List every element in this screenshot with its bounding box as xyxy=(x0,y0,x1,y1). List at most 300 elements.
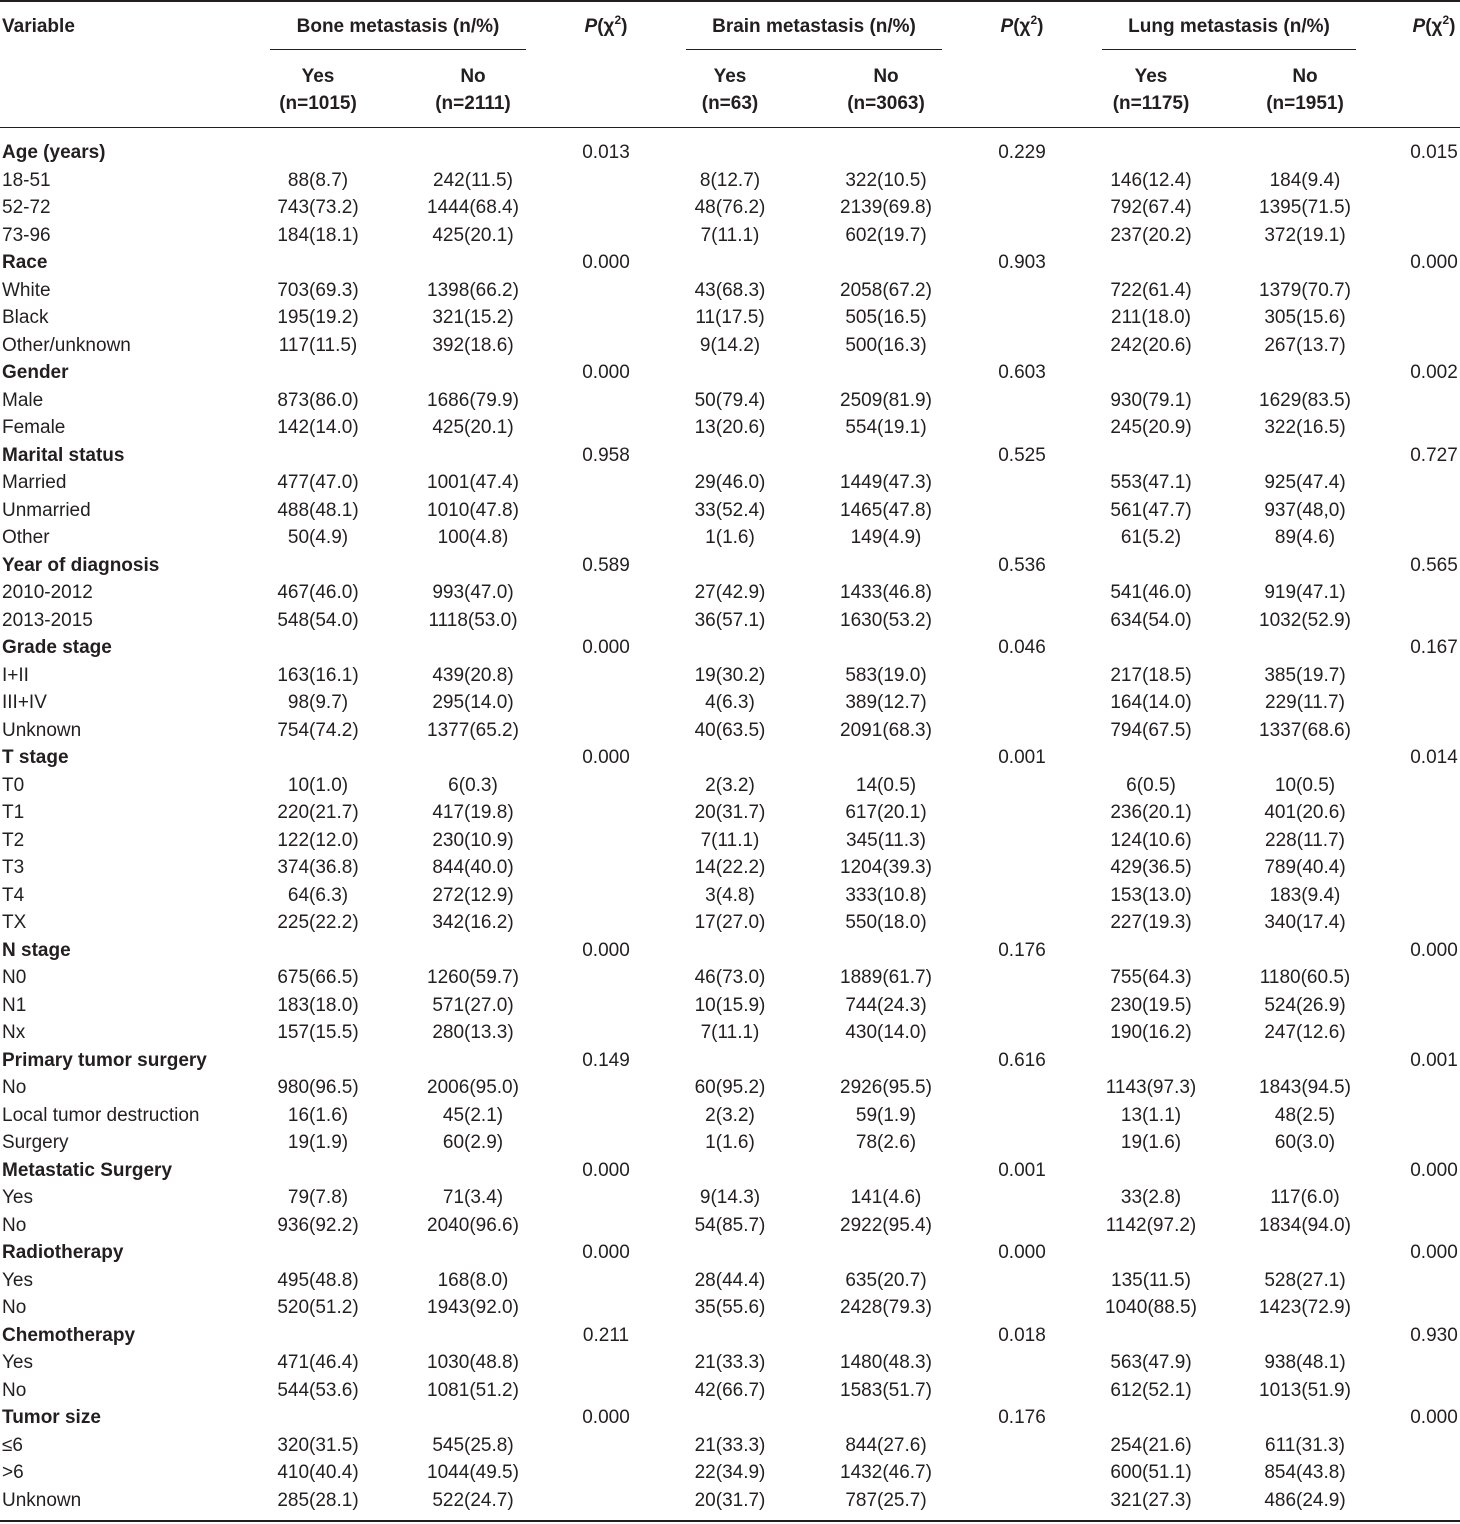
cell-brain-no: 141(4.6) xyxy=(850,1187,922,1208)
cell-lung-no: 1423(72.9) xyxy=(1259,1297,1351,1318)
cell-lung-no: 854(43.8) xyxy=(1264,1462,1346,1483)
cell-brain-no: 787(25.7) xyxy=(845,1490,927,1511)
section-label: Chemotherapy xyxy=(2,1325,136,1346)
cell-bone-yes: 10(1.0) xyxy=(287,775,349,796)
cell-brain-yes: 10(15.9) xyxy=(694,995,766,1016)
cell-lung-yes: 755(64.3) xyxy=(1110,967,1192,988)
header-p-lung: $P(\chi^2)$ xyxy=(1412,13,1456,37)
cell-lung-yes: 124(10.6) xyxy=(1110,830,1192,851)
cell-bone-yes: 754(74.2) xyxy=(277,720,359,741)
cell-bone-no: 1118(53.0) xyxy=(428,610,518,631)
cell-brain-yes: 43(68.3) xyxy=(694,280,766,301)
cell-lung-yes: 561(47.7) xyxy=(1110,500,1192,521)
cell-bone-no: 60(2.9) xyxy=(442,1132,504,1153)
section-label: N stage xyxy=(2,940,71,961)
cell-bone-no: 392(18.6) xyxy=(432,335,514,356)
cell-lung-yes: 1143(97.3) xyxy=(1105,1077,1197,1098)
cell-brain-no: 1583(51.7) xyxy=(840,1380,932,1401)
cell-brain-no: 2428(79.3) xyxy=(840,1297,932,1318)
row-label: Other xyxy=(2,527,50,548)
p-value-bone: 0.000 xyxy=(582,252,630,273)
cell-lung-no: 1379(70.7) xyxy=(1259,280,1351,301)
section-label: Metastatic Surgery xyxy=(2,1160,173,1181)
cell-brain-no: 2139(69.8) xyxy=(840,197,932,218)
row-label: T3 xyxy=(2,857,25,878)
cell-brain-no: 2922(95.4) xyxy=(840,1215,932,1236)
cell-bone-yes: 50(4.9) xyxy=(287,527,349,548)
cell-bone-yes: 873(86.0) xyxy=(277,390,359,411)
cell-lung-no: 1843(94.5) xyxy=(1259,1077,1351,1098)
cell-brain-yes: 17(27.0) xyxy=(694,912,766,933)
cell-lung-no: 1180(60.5) xyxy=(1259,967,1351,988)
row-label: 18-51 xyxy=(2,170,51,191)
cell-lung-yes: 792(67.4) xyxy=(1110,197,1192,218)
cell-bone-no: 1010(47.8) xyxy=(427,500,519,521)
cell-brain-no: 844(27.6) xyxy=(845,1435,927,1456)
cell-lung-yes: 634(54.0) xyxy=(1110,610,1192,631)
subheader-brain-yes-n: (n=63) xyxy=(701,93,759,114)
section-label: Grade stage xyxy=(2,637,112,658)
p-value-bone: 0.000 xyxy=(582,1407,630,1428)
cell-lung-no: 1032(52.9) xyxy=(1259,610,1351,631)
p-value-brain: 0.229 xyxy=(998,142,1046,163)
cell-bone-yes: 410(40.4) xyxy=(277,1462,359,1483)
cell-brain-no: 635(20.7) xyxy=(845,1270,927,1291)
row-label: Married xyxy=(2,472,67,493)
cell-lung-no: 267(13.7) xyxy=(1264,335,1346,356)
cell-lung-no: 10(0.5) xyxy=(1274,775,1336,796)
cell-bone-no: 439(20.8) xyxy=(432,665,514,686)
cell-brain-yes: 22(34.9) xyxy=(694,1462,766,1483)
cell-lung-no: 183(9.4) xyxy=(1269,885,1341,906)
cell-brain-yes: 7(11.1) xyxy=(700,830,760,851)
cell-brain-no: 1433(46.8) xyxy=(840,582,932,603)
p-value-lung: 0.000 xyxy=(1410,940,1458,961)
row-label: TX xyxy=(2,912,27,933)
cell-bone-no: 168(8.0) xyxy=(437,1270,509,1291)
cell-bone-no: 1030(48.8) xyxy=(427,1352,519,1373)
p-value-brain: 0.046 xyxy=(998,637,1046,658)
row-label: White xyxy=(2,280,51,301)
cell-brain-no: 345(11.3) xyxy=(846,830,926,851)
cell-bone-no: 425(20.1) xyxy=(432,417,514,438)
p-value-lung: 0.727 xyxy=(1410,445,1458,466)
section-label: Year of diagnosis xyxy=(2,555,160,576)
cell-lung-yes: 237(20.2) xyxy=(1110,225,1192,246)
row-label: Yes xyxy=(2,1270,33,1291)
cell-brain-no: 149(4.9) xyxy=(850,527,922,548)
cell-brain-yes: 14(22.2) xyxy=(694,857,766,878)
cell-bone-yes: 743(73.2) xyxy=(277,197,359,218)
row-label: ≤6 xyxy=(2,1435,23,1456)
cell-bone-yes: 936(92.2) xyxy=(277,1215,359,1236)
cell-lung-yes: 230(19.5) xyxy=(1110,995,1192,1016)
row-label: Unknown xyxy=(2,1490,82,1511)
row-label: 52-72 xyxy=(2,197,51,218)
cell-lung-no: 48(2.5) xyxy=(1274,1105,1336,1126)
p-value-lung: 0.014 xyxy=(1410,747,1458,768)
cell-brain-no: 554(19.1) xyxy=(845,417,927,438)
group-rule-brain xyxy=(686,49,942,50)
p-value-bone: 0.000 xyxy=(582,1160,630,1181)
cell-bone-yes: 64(6.3) xyxy=(287,885,349,906)
cell-lung-yes: 242(20.6) xyxy=(1110,335,1192,356)
cell-bone-yes: 520(51.2) xyxy=(277,1297,359,1318)
cell-lung-yes: 600(51.1) xyxy=(1110,1462,1192,1483)
header-p-bone: $P(\chi^2)$ xyxy=(584,13,628,37)
cell-lung-no: 789(40.4) xyxy=(1264,857,1346,878)
cell-bone-no: 100(4.8) xyxy=(437,527,509,548)
cell-brain-yes: 9(14.2) xyxy=(699,335,761,356)
cell-brain-no: 2509(81.9) xyxy=(840,390,932,411)
p-value-bone: 0.000 xyxy=(582,747,630,768)
p-value-brain: 0.000 xyxy=(998,1242,1046,1263)
cell-bone-no: 71(3.4) xyxy=(442,1187,504,1208)
cell-brain-yes: 1(1.6) xyxy=(705,527,755,548)
cell-brain-yes: 36(57.1) xyxy=(694,610,766,631)
p-value-brain: 0.603 xyxy=(998,362,1046,383)
cell-lung-no: 1013(51.9) xyxy=(1259,1380,1351,1401)
p-value-brain: 0.018 xyxy=(998,1325,1046,1346)
cell-bone-no: 571(27.0) xyxy=(432,995,514,1016)
cell-lung-no: 937(48,0) xyxy=(1264,500,1346,521)
cell-bone-no: 1686(79.9) xyxy=(427,390,519,411)
cell-bone-yes: 285(28.1) xyxy=(277,1490,359,1511)
cell-brain-yes: 20(31.7) xyxy=(694,802,766,823)
p-value-brain: 0.176 xyxy=(998,1407,1046,1428)
subheader-brain-no-n: (n=3063) xyxy=(847,93,925,114)
p-value-brain: 0.525 xyxy=(998,445,1046,466)
cell-brain-no: 59(1.9) xyxy=(855,1105,917,1126)
p-value-bone: 0.589 xyxy=(582,555,630,576)
cell-bone-no: 425(20.1) xyxy=(432,225,514,246)
cell-brain-yes: 7(11.1) xyxy=(700,1022,760,1043)
cell-brain-yes: 4(6.3) xyxy=(705,692,755,713)
cell-lung-no: 528(27.1) xyxy=(1264,1270,1346,1291)
row-label: No xyxy=(2,1297,27,1318)
cell-lung-yes: 33(2.8) xyxy=(1120,1187,1182,1208)
p-value-bone: 0.149 xyxy=(582,1050,630,1071)
p-value-lung: 0.000 xyxy=(1410,1160,1458,1181)
header-p-brain: $P(\chi^2)$ xyxy=(1000,13,1044,37)
row-label: Yes xyxy=(2,1187,33,1208)
header-variable: Variable xyxy=(2,16,75,37)
cell-bone-no: 242(11.5) xyxy=(433,170,513,191)
cell-brain-no: 1480(48.3) xyxy=(840,1352,932,1373)
cell-brain-yes: 3(4.8) xyxy=(705,885,755,906)
cell-lung-no: 60(3.0) xyxy=(1274,1132,1336,1153)
cell-lung-no: 184(9.4) xyxy=(1269,170,1341,191)
cell-brain-yes: 28(44.4) xyxy=(694,1270,766,1291)
cell-bone-no: 1943(92.0) xyxy=(427,1297,519,1318)
cell-brain-yes: 21(33.3) xyxy=(694,1352,766,1373)
header-group-lung: Lung metastasis (n/%) xyxy=(1128,16,1330,37)
row-label: >6 xyxy=(2,1462,24,1483)
cell-lung-yes: 612(52.1) xyxy=(1110,1380,1192,1401)
row-label: 2010-2012 xyxy=(2,582,93,603)
cell-lung-yes: 553(47.1) xyxy=(1110,472,1192,493)
p-value-brain: 0.536 xyxy=(998,555,1046,576)
cell-lung-no: 89(4.6) xyxy=(1274,527,1336,548)
cell-lung-yes: 164(14.0) xyxy=(1110,692,1192,713)
row-label: Unmarried xyxy=(2,500,91,521)
row-label: N1 xyxy=(2,995,27,1016)
cell-brain-no: 2058(67.2) xyxy=(840,280,932,301)
subheader-brain-no: No xyxy=(873,66,899,87)
cell-brain-yes: 8(12.7) xyxy=(699,170,761,191)
p-value-brain: 0.616 xyxy=(998,1050,1046,1071)
cell-bone-no: 844(40.0) xyxy=(432,857,514,878)
cell-lung-no: 372(19.1) xyxy=(1264,225,1346,246)
cell-bone-yes: 157(15.5) xyxy=(277,1022,359,1043)
header-bottom-rule xyxy=(0,127,1460,128)
cell-lung-yes: 254(21.6) xyxy=(1110,1435,1192,1456)
section-label: Race xyxy=(2,252,48,273)
cell-bone-no: 1044(49.5) xyxy=(427,1462,519,1483)
cell-bone-yes: 544(53.6) xyxy=(277,1380,359,1401)
cell-lung-yes: 190(16.2) xyxy=(1110,1022,1192,1043)
p-value-lung: 0.000 xyxy=(1410,1407,1458,1428)
cell-lung-no: 524(26.9) xyxy=(1264,995,1346,1016)
p-value-bone: 0.211 xyxy=(582,1325,630,1346)
subheader-bone-no: No xyxy=(460,66,486,87)
cell-brain-yes: 33(52.4) xyxy=(694,500,766,521)
cell-bone-no: 993(47.0) xyxy=(432,582,514,603)
cell-bone-yes: 225(22.2) xyxy=(277,912,359,933)
cell-brain-no: 617(20.1) xyxy=(845,802,927,823)
p-value-brain: 0.903 xyxy=(998,252,1046,273)
cell-lung-no: 322(16.5) xyxy=(1264,417,1346,438)
p-value-lung: 0.565 xyxy=(1410,555,1458,576)
cell-brain-yes: 42(66.7) xyxy=(694,1380,766,1401)
cell-brain-yes: 21(33.3) xyxy=(694,1435,766,1456)
row-label: Surgery xyxy=(2,1132,69,1153)
row-label: Black xyxy=(2,307,49,328)
cell-bone-yes: 88(8.7) xyxy=(287,170,349,191)
cell-brain-no: 322(10.5) xyxy=(845,170,927,191)
cell-brain-yes: 2(3.2) xyxy=(705,1105,755,1126)
p-value-lung: 0.002 xyxy=(1410,362,1458,383)
cell-brain-no: 1449(47.3) xyxy=(840,472,932,493)
p-value-bone: 0.000 xyxy=(582,637,630,658)
cell-brain-no: 389(12.7) xyxy=(845,692,927,713)
cell-brain-yes: 48(76.2) xyxy=(694,197,766,218)
row-label: Male xyxy=(2,390,44,411)
cell-bone-yes: 320(31.5) xyxy=(277,1435,359,1456)
p-value-brain: 0.001 xyxy=(998,1160,1046,1181)
subheader-lung-no-n: (n=1951) xyxy=(1266,93,1344,114)
cell-brain-no: 14(0.5) xyxy=(855,775,917,796)
row-label: No xyxy=(2,1077,27,1098)
cell-bone-yes: 703(69.3) xyxy=(277,280,359,301)
row-label: Other/unknown xyxy=(2,335,131,356)
cell-lung-yes: 930(79.1) xyxy=(1110,390,1192,411)
row-label: 73-96 xyxy=(2,225,51,246)
row-label: 2013-2015 xyxy=(2,610,93,631)
section-label: T stage xyxy=(2,747,69,768)
cell-lung-no: 611(31.3) xyxy=(1265,1435,1345,1456)
cell-bone-yes: 19(1.9) xyxy=(287,1132,349,1153)
row-label: III+IV xyxy=(2,692,47,713)
row-label: T4 xyxy=(2,885,25,906)
header-group-brain: Brain metastasis (n/%) xyxy=(712,16,916,37)
cell-bone-yes: 220(21.7) xyxy=(277,802,359,823)
cell-bone-no: 295(14.0) xyxy=(432,692,514,713)
cell-bone-no: 1398(66.2) xyxy=(427,280,519,301)
row-label: Nx xyxy=(2,1022,26,1043)
cell-lung-yes: 1142(97.2) xyxy=(1105,1215,1197,1236)
cell-bone-yes: 183(18.0) xyxy=(277,995,359,1016)
section-label: Radiotherapy xyxy=(2,1242,124,1263)
cell-lung-no: 229(11.7) xyxy=(1265,692,1345,713)
row-label: I+II xyxy=(2,665,29,686)
cell-brain-no: 78(2.6) xyxy=(855,1132,917,1153)
group-rule-bone xyxy=(270,49,526,50)
cell-lung-no: 1629(83.5) xyxy=(1259,390,1351,411)
cell-brain-yes: 54(85.7) xyxy=(694,1215,766,1236)
row-label: T0 xyxy=(2,775,25,796)
cell-bone-no: 45(2.1) xyxy=(442,1105,504,1126)
cell-brain-yes: 7(11.1) xyxy=(700,225,760,246)
row-label: Local tumor destruction xyxy=(2,1105,200,1126)
cell-lung-yes: 1040(88.5) xyxy=(1105,1297,1197,1318)
section-label: Marital status xyxy=(2,445,125,466)
cell-bone-no: 342(16.2) xyxy=(432,912,514,933)
cell-brain-no: 333(10.8) xyxy=(845,885,927,906)
cell-brain-no: 1432(46.7) xyxy=(840,1462,932,1483)
cell-brain-yes: 2(3.2) xyxy=(705,775,755,796)
cell-bone-yes: 184(18.1) xyxy=(277,225,359,246)
p-value-lung: 0.000 xyxy=(1410,1242,1458,1263)
cell-lung-yes: 794(67.5) xyxy=(1110,720,1192,741)
section-label: Gender xyxy=(2,362,69,383)
cell-lung-yes: 6(0.5) xyxy=(1126,775,1176,796)
cell-brain-no: 1889(61.7) xyxy=(840,967,932,988)
subheader-lung-yes: Yes xyxy=(1134,66,1168,87)
cell-lung-no: 1834(94.0) xyxy=(1259,1215,1351,1236)
cell-lung-no: 401(20.6) xyxy=(1264,802,1346,823)
cell-lung-no: 919(47.1) xyxy=(1264,582,1346,603)
row-label: Female xyxy=(2,417,66,438)
cell-brain-no: 583(19.0) xyxy=(845,665,927,686)
cell-lung-no: 1337(68.6) xyxy=(1259,720,1351,741)
cell-brain-yes: 20(31.7) xyxy=(694,1490,766,1511)
cell-bone-no: 2006(95.0) xyxy=(427,1077,519,1098)
cell-bone-yes: 163(16.1) xyxy=(277,665,359,686)
cell-brain-yes: 13(20.6) xyxy=(694,417,766,438)
cell-brain-no: 500(16.3) xyxy=(845,335,927,356)
cell-lung-yes: 227(19.3) xyxy=(1110,912,1192,933)
cell-brain-yes: 27(42.9) xyxy=(694,582,766,603)
cell-lung-no: 117(6.0) xyxy=(1270,1187,1340,1208)
p-value-bone: 0.000 xyxy=(582,940,630,961)
group-rule-lung xyxy=(1102,49,1356,50)
cell-bone-no: 6(0.3) xyxy=(448,775,498,796)
cell-brain-yes: 40(63.5) xyxy=(694,720,766,741)
subheader-brain-yes: Yes xyxy=(713,66,747,87)
cell-lung-no: 938(48.1) xyxy=(1264,1352,1346,1373)
cell-brain-no: 602(19.7) xyxy=(845,225,927,246)
cell-lung-yes: 321(27.3) xyxy=(1110,1490,1192,1511)
cell-bone-no: 522(24.7) xyxy=(432,1490,514,1511)
cell-bone-yes: 467(46.0) xyxy=(277,582,359,603)
cell-bone-no: 1377(65.2) xyxy=(427,720,519,741)
cell-lung-yes: 541(46.0) xyxy=(1110,582,1192,603)
cell-brain-yes: 46(73.0) xyxy=(694,967,766,988)
subheader-bone-yes: Yes xyxy=(301,66,335,87)
cell-bone-no: 1444(68.4) xyxy=(427,197,519,218)
cell-lung-no: 305(15.6) xyxy=(1264,307,1346,328)
cell-bone-no: 1001(47.4) xyxy=(427,472,519,493)
cell-brain-no: 1465(47.8) xyxy=(840,500,932,521)
cell-lung-yes: 236(20.1) xyxy=(1110,802,1192,823)
row-label: No xyxy=(2,1380,27,1401)
cell-lung-yes: 146(12.4) xyxy=(1110,170,1192,191)
p-value-bone: 0.013 xyxy=(582,142,630,163)
cell-lung-yes: 61(5.2) xyxy=(1120,527,1182,548)
cell-brain-no: 1204(39.3) xyxy=(840,857,932,878)
subheader-lung-yes-n: (n=1175) xyxy=(1112,93,1190,114)
cell-bone-yes: 79(7.8) xyxy=(287,1187,349,1208)
cell-lung-no: 486(24.9) xyxy=(1264,1490,1346,1511)
cell-bone-no: 230(10.9) xyxy=(432,830,514,851)
cell-lung-no: 340(17.4) xyxy=(1264,912,1346,933)
cell-brain-yes: 9(14.3) xyxy=(699,1187,761,1208)
p-value-lung: 0.000 xyxy=(1410,252,1458,273)
table-top-rule xyxy=(0,0,1460,2)
cell-brain-yes: 11(17.5) xyxy=(695,307,765,328)
cell-bone-yes: 488(48.1) xyxy=(277,500,359,521)
p-value-brain: 0.001 xyxy=(998,747,1046,768)
p-value-bone: 0.000 xyxy=(582,362,630,383)
cell-lung-no: 228(11.7) xyxy=(1265,830,1345,851)
p-value-bone: 0.958 xyxy=(582,445,630,466)
row-label: N0 xyxy=(2,967,27,988)
header-group-bone: Bone metastasis (n/%) xyxy=(296,16,500,37)
row-label: Yes xyxy=(2,1352,33,1373)
cell-brain-no: 505(16.5) xyxy=(845,307,927,328)
cell-brain-no: 550(18.0) xyxy=(845,912,927,933)
cell-lung-yes: 135(11.5) xyxy=(1111,1270,1191,1291)
section-label: Tumor size xyxy=(2,1407,101,1428)
cell-brain-yes: 1(1.6) xyxy=(705,1132,755,1153)
cell-bone-yes: 142(14.0) xyxy=(277,417,359,438)
cell-lung-no: 247(12.6) xyxy=(1264,1022,1346,1043)
cell-lung-no: 385(19.7) xyxy=(1264,665,1346,686)
cell-bone-yes: 16(1.6) xyxy=(287,1105,349,1126)
cell-bone-yes: 122(12.0) xyxy=(277,830,359,851)
cell-bone-yes: 495(48.8) xyxy=(277,1270,359,1291)
cell-bone-no: 321(15.2) xyxy=(432,307,514,328)
cell-bone-yes: 374(36.8) xyxy=(277,857,359,878)
table-bottom-rule xyxy=(0,1520,1460,1522)
cell-bone-no: 1260(59.7) xyxy=(427,967,519,988)
cell-lung-yes: 429(36.5) xyxy=(1110,857,1192,878)
cell-bone-no: 1081(51.2) xyxy=(427,1380,519,1401)
cell-brain-no: 2091(68.3) xyxy=(840,720,932,741)
subheader-bone-no-n: (n=2111) xyxy=(435,93,511,114)
cell-brain-yes: 50(79.4) xyxy=(694,390,766,411)
p-value-bone: 0.000 xyxy=(582,1242,630,1263)
cell-lung-yes: 217(18.5) xyxy=(1110,665,1192,686)
cell-bone-no: 280(13.3) xyxy=(432,1022,514,1043)
cell-lung-no: 1395(71.5) xyxy=(1259,197,1351,218)
cell-bone-yes: 980(96.5) xyxy=(277,1077,359,1098)
cell-bone-yes: 675(66.5) xyxy=(277,967,359,988)
cell-bone-yes: 98(9.7) xyxy=(287,692,349,713)
cell-bone-yes: 471(46.4) xyxy=(277,1352,359,1373)
row-label: T1 xyxy=(2,802,25,823)
